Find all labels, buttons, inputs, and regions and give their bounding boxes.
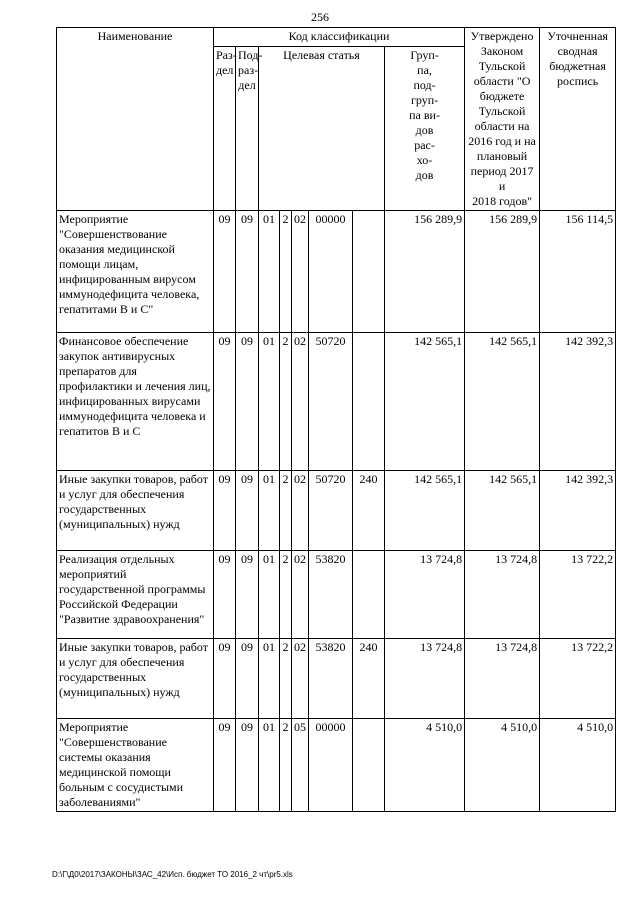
row-name: Мероприятие "Совершенствование оказания медицинской помощи лицам, инфицированным вирусом иммунодефицита человека, гепатитами B и C" — [57, 211, 214, 333]
row-target-subprogram: 2 — [280, 639, 292, 719]
row-refined: 156 289,9 — [465, 211, 540, 333]
row-razdel: 09 — [214, 471, 236, 551]
row-executed: 13 722,2 — [540, 551, 616, 639]
table-row — [57, 639, 616, 719]
row-target-subprogram: 2 — [280, 551, 292, 639]
budget-table — [56, 27, 616, 812]
table-row — [57, 333, 616, 471]
row-target-direction: 50720 — [309, 333, 353, 471]
row-approved: 142 565,1 — [385, 333, 465, 471]
table-row — [57, 471, 616, 551]
row-target-subprogram: 2 — [280, 211, 292, 333]
page-number: 256 — [311, 10, 329, 24]
row-target-event: 02 — [292, 471, 309, 551]
file-path-footer: D:\Г\Д0\2017\ЗАКОНЫ\ЗАС_42\Исп. бюджет ТО 2016_2 чт\pr5.xls — [52, 870, 293, 879]
table-row — [57, 719, 616, 812]
row-target-event: 02 — [292, 639, 309, 719]
row-refined: 13 724,8 — [465, 639, 540, 719]
row-target-direction: 00000 — [309, 211, 353, 333]
header-group: Груп- па, под- груп- па ви- дов рас- хо- дов — [385, 47, 465, 211]
row-target-direction: 50720 — [309, 471, 353, 551]
header-target: Целевая статья — [259, 47, 385, 211]
row-target-program: 01 — [259, 211, 280, 333]
row-target-subprogram: 2 — [280, 333, 292, 471]
row-executed: 156 114,5 — [540, 211, 616, 333]
header-name: Наименование — [57, 28, 214, 211]
row-target-event: 02 — [292, 551, 309, 639]
row-refined: 142 565,1 — [465, 471, 540, 551]
row-approved: 13 724,8 — [385, 551, 465, 639]
table-row — [57, 551, 616, 639]
row-executed: 142 392,3 — [540, 471, 616, 551]
row-target-event: 02 — [292, 333, 309, 471]
row-target-event: 05 — [292, 719, 309, 812]
row-approved: 13 724,8 — [385, 639, 465, 719]
table-row — [57, 211, 616, 333]
row-podrazdel: 09 — [236, 551, 259, 639]
row-target-direction: 00000 — [309, 719, 353, 812]
row-expense-group — [353, 551, 385, 639]
row-target-subprogram: 2 — [280, 719, 292, 812]
header-refined: Уточненная сводная бюджетная роспись — [540, 28, 616, 211]
row-razdel: 09 — [214, 719, 236, 812]
row-name: Финансовое обеспечение закупок антивирусных препаратов для профилактики и лечения лиц, инфицированных вирусами иммунодефицита человека и гепатитов B и C — [57, 333, 214, 471]
row-target-program: 01 — [259, 471, 280, 551]
row-target-program: 01 — [259, 719, 280, 812]
row-executed: 4 510,0 — [540, 719, 616, 812]
row-expense-group — [353, 211, 385, 333]
row-refined: 13 724,8 — [465, 551, 540, 639]
row-podrazdel: 09 — [236, 471, 259, 551]
row-name: Иные закупки товаров, работ и услуг для обеспечения государственных (муниципальных) нужд — [57, 639, 214, 719]
row-target-event: 02 — [292, 211, 309, 333]
row-name: Иные закупки товаров, работ и услуг для обеспечения государственных (муниципальных) нужд — [57, 471, 214, 551]
row-executed: 142 392,3 — [540, 333, 616, 471]
row-approved: 4 510,0 — [385, 719, 465, 812]
row-razdel: 09 — [214, 551, 236, 639]
row-name: Мероприятие "Совершенствование системы оказания медицинской помощи больным с сосудистыми заболеваниями" — [57, 719, 214, 812]
header-approved: Утверждено Законом Тульской области "О бюджете Тульской области на 2016 год и на плановый период 2017 и 2018 годов" — [465, 28, 540, 211]
row-expense-group: 240 — [353, 639, 385, 719]
row-target-direction: 53820 — [309, 639, 353, 719]
row-razdel: 09 — [214, 639, 236, 719]
row-podrazdel: 09 — [236, 211, 259, 333]
row-refined: 4 510,0 — [465, 719, 540, 812]
row-target-subprogram: 2 — [280, 471, 292, 551]
row-executed: 13 722,2 — [540, 639, 616, 719]
row-refined: 142 565,1 — [465, 333, 540, 471]
header-razdel: Раз- дел — [214, 47, 236, 211]
row-podrazdel: 09 — [236, 639, 259, 719]
row-target-direction: 53820 — [309, 551, 353, 639]
row-expense-group — [353, 719, 385, 812]
row-approved: 142 565,1 — [385, 471, 465, 551]
row-podrazdel: 09 — [236, 333, 259, 471]
row-approved: 156 289,9 — [385, 211, 465, 333]
header-podrazdel: Под- раз- дел — [236, 47, 259, 211]
row-target-program: 01 — [259, 333, 280, 471]
row-target-program: 01 — [259, 639, 280, 719]
row-expense-group — [353, 333, 385, 471]
row-target-program: 01 — [259, 551, 280, 639]
row-name: Реализация отдельных мероприятий государственной программы Российской Федерации "Развитие здравоохранения" — [57, 551, 214, 639]
row-razdel: 09 — [214, 211, 236, 333]
header-code-group: Код классификации — [214, 28, 465, 47]
row-expense-group: 240 — [353, 471, 385, 551]
row-razdel: 09 — [214, 333, 236, 471]
row-podrazdel: 09 — [236, 719, 259, 812]
